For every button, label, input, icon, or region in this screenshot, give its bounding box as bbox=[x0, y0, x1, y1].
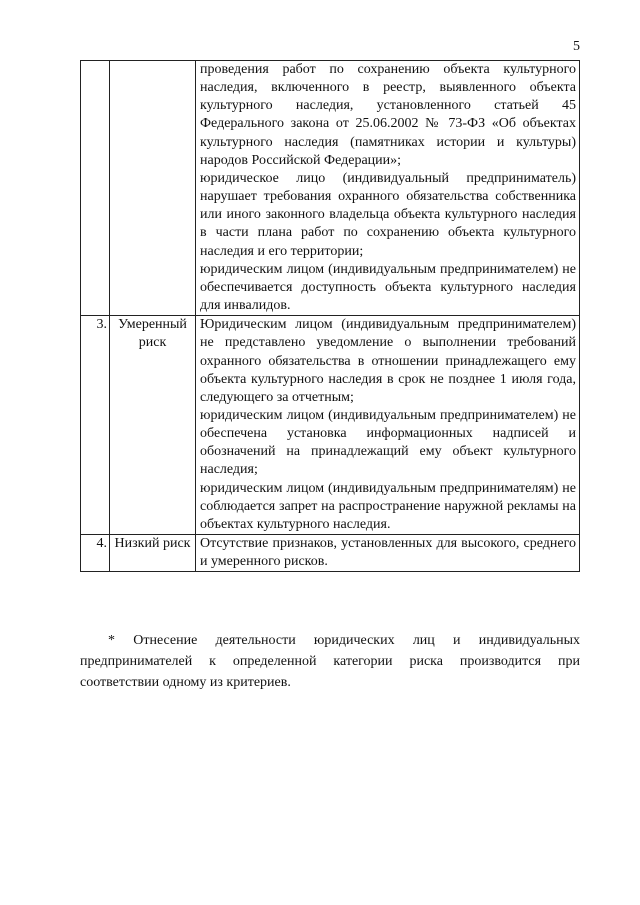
criterion-text: юридическим лицом (индивидуальным предпринимателям) не соблюдается запрет на распространение наружной рекламы на объектах культурного наследия. bbox=[200, 480, 576, 532]
row-number: 4. bbox=[81, 535, 110, 572]
page-number: 5 bbox=[573, 39, 580, 54]
row-number bbox=[81, 61, 110, 316]
criterion-text: юридическим лицом (индивидуальным предпринимателем) не обеспечена установка информационных надписей и обозначений на принадлежащий ему объект культурного наследия; bbox=[200, 407, 576, 478]
row-number: 3. bbox=[81, 316, 110, 535]
risk-criteria bbox=[196, 316, 580, 535]
footnote: * Отнесение деятельности юридических лиц и индивидуальных предпринимателей к определенной категории риска производится при соответствии одному из критериев. bbox=[80, 633, 580, 690]
risk-criteria bbox=[196, 535, 580, 572]
criterion-text: юридическое лицо (индивидуальный предприниматель) нарушает требования охранного обязательства собственника или иного законного владельца объекта культурного наследия в части плана работ по сохранению объекта культурного наследия и его территории; bbox=[200, 170, 576, 259]
criterion-text: Юридическим лицом (индивидуальным предпринимателем) не представлено уведомление о выполнении требований охранного обязательства в отношении принадлежащего ему объекта культурного наследия в срок не позднее 1 июля года, следующего за отчетным; bbox=[200, 317, 576, 405]
risk-category: Умеренный риск bbox=[110, 316, 196, 535]
risk-category-table bbox=[80, 60, 580, 572]
criterion-text: юридическим лицом (индивидуальным предпринимателем) не обеспечивается доступность объекта культурного наследия для инвалидов. bbox=[200, 261, 576, 314]
criterion-text: Отсутствие признаков, установленных для высокого, среднего и умеренного рисков. bbox=[200, 536, 576, 570]
table-row bbox=[81, 535, 580, 572]
table-row bbox=[81, 61, 580, 316]
risk-category bbox=[110, 61, 196, 316]
criterion-text: проведения работ по сохранению объекта культурного наследия, включенного в реестр, выявленного объекта культурного наследия, установленного статьей 45 Федерального закона от 25.06.2002 № 73-ФЗ «Об объектах культурного наследия (памятниках истории и культуры) народов Российской Федерации»; bbox=[200, 62, 576, 168]
risk-criteria bbox=[196, 61, 580, 316]
table-row bbox=[81, 316, 580, 535]
risk-category: Низкий риск bbox=[110, 535, 196, 572]
